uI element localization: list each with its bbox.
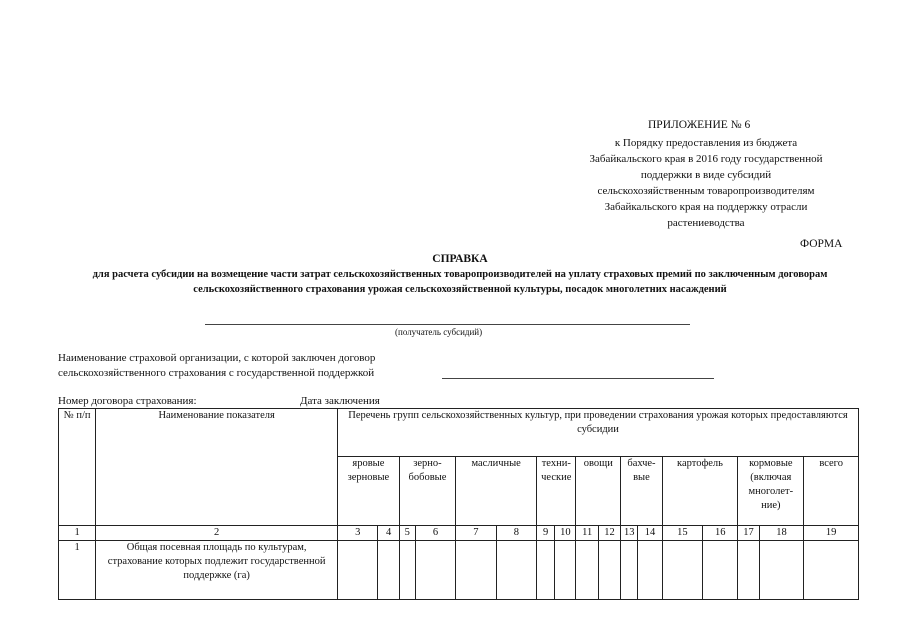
column-number: 15 [662,526,702,541]
column-number: 5 [399,526,415,541]
group-melons: бахче-вые [621,457,663,526]
insurer-label-line-2: сельскохозяйственного страхования с государственной поддержкой [58,367,375,379]
row-value-cell [598,541,620,600]
column-number: 11 [576,526,598,541]
row-number: 1 [59,541,96,600]
insurer-line [442,378,714,379]
column-number: 1 [59,526,96,541]
appendix-line: Забайкальского края на поддержку отрасли [604,201,808,213]
appendix-title: ПРИЛОЖЕНИЕ № 6 [648,119,751,131]
row-value-cell [759,541,804,600]
column-number: 14 [638,526,662,541]
subsidy-table [58,408,859,600]
column-number: 8 [496,526,536,541]
insurer-label-line-1: Наименование страховой организации, с которой заключен договор [58,352,376,364]
appendix-text [560,135,852,231]
document-subtitle: для расчета субсидии на возмещение части затрат сельскохозяйственных товаропроизводителей на уплату страховых премий по заключенным договорам сельскохозяйственного страхования урожая сельскохозяйственной культуры, посадок многолетних насаждений [92,269,828,295]
recipient-caption: (получатель субсидий) [395,327,483,337]
document-title: СПРАВКА [432,253,488,265]
appendix-line: сельскохозяйственным товаропроизводителям [597,185,815,197]
column-number: 3 [338,526,378,541]
contract-date-label: Дата заключения [300,395,380,407]
row-value-cell [537,541,555,600]
column-number: 9 [537,526,555,541]
row-value-cell [621,541,638,600]
appendix-line: поддержки в виде субсидий [640,169,772,181]
group-potatoes: картофель [662,457,738,526]
row-value-cell [638,541,662,600]
row-value-cell [738,541,759,600]
row-value-cell [804,541,859,600]
appendix-line: Забайкальского края в 2016 году государственной [589,153,823,165]
group-technical: техни-ческие [537,457,576,526]
row-value-cell [399,541,415,600]
row-indicator-name: Общая посевная площадь по культурам, страхование которых подлежит государственной поддержке (га) [96,541,338,600]
column-number: 12 [598,526,620,541]
row-value-cell [496,541,536,600]
column-number: 6 [415,526,455,541]
row-value-cell [555,541,576,600]
contract-number-label: Номер договора страхования: [58,395,197,407]
column-number: 4 [378,526,399,541]
group-forage: кормовые (включая многолет-ние) [738,457,804,526]
row-value-cell [662,541,702,600]
column-number: 17 [738,526,759,541]
header-indicator-name: Наименование показателя [96,409,338,526]
row-value-cell [415,541,455,600]
row-value-cell [338,541,378,600]
row-value-cell [703,541,738,600]
group-total: всего [804,457,859,526]
column-number: 2 [96,526,338,541]
insurer-label [58,351,375,381]
column-number: 16 [703,526,738,541]
appendix-line: растениеводства [667,217,745,229]
row-value-cell [378,541,399,600]
row-value-cell [456,541,496,600]
group-legumes: зерно-бобовые [399,457,455,526]
column-number: 19 [804,526,859,541]
group-vegetables: овощи [576,457,621,526]
column-number: 7 [456,526,496,541]
recipient-line [205,324,690,325]
column-number: 10 [555,526,576,541]
column-number: 13 [621,526,638,541]
group-spring-grains: яровые зерновые [338,457,400,526]
header-crop-groups: Перечень групп сельскохозяйственных культур, при проведении страхования урожая которых предоставляются субсидии [338,409,859,457]
header-no: № п/п [59,409,96,526]
column-number: 18 [759,526,804,541]
group-oilseeds: масличные [456,457,537,526]
appendix-line: к Порядку предоставления из бюджета [614,137,798,149]
row-value-cell [576,541,598,600]
form-label: ФОРМА [800,238,843,250]
